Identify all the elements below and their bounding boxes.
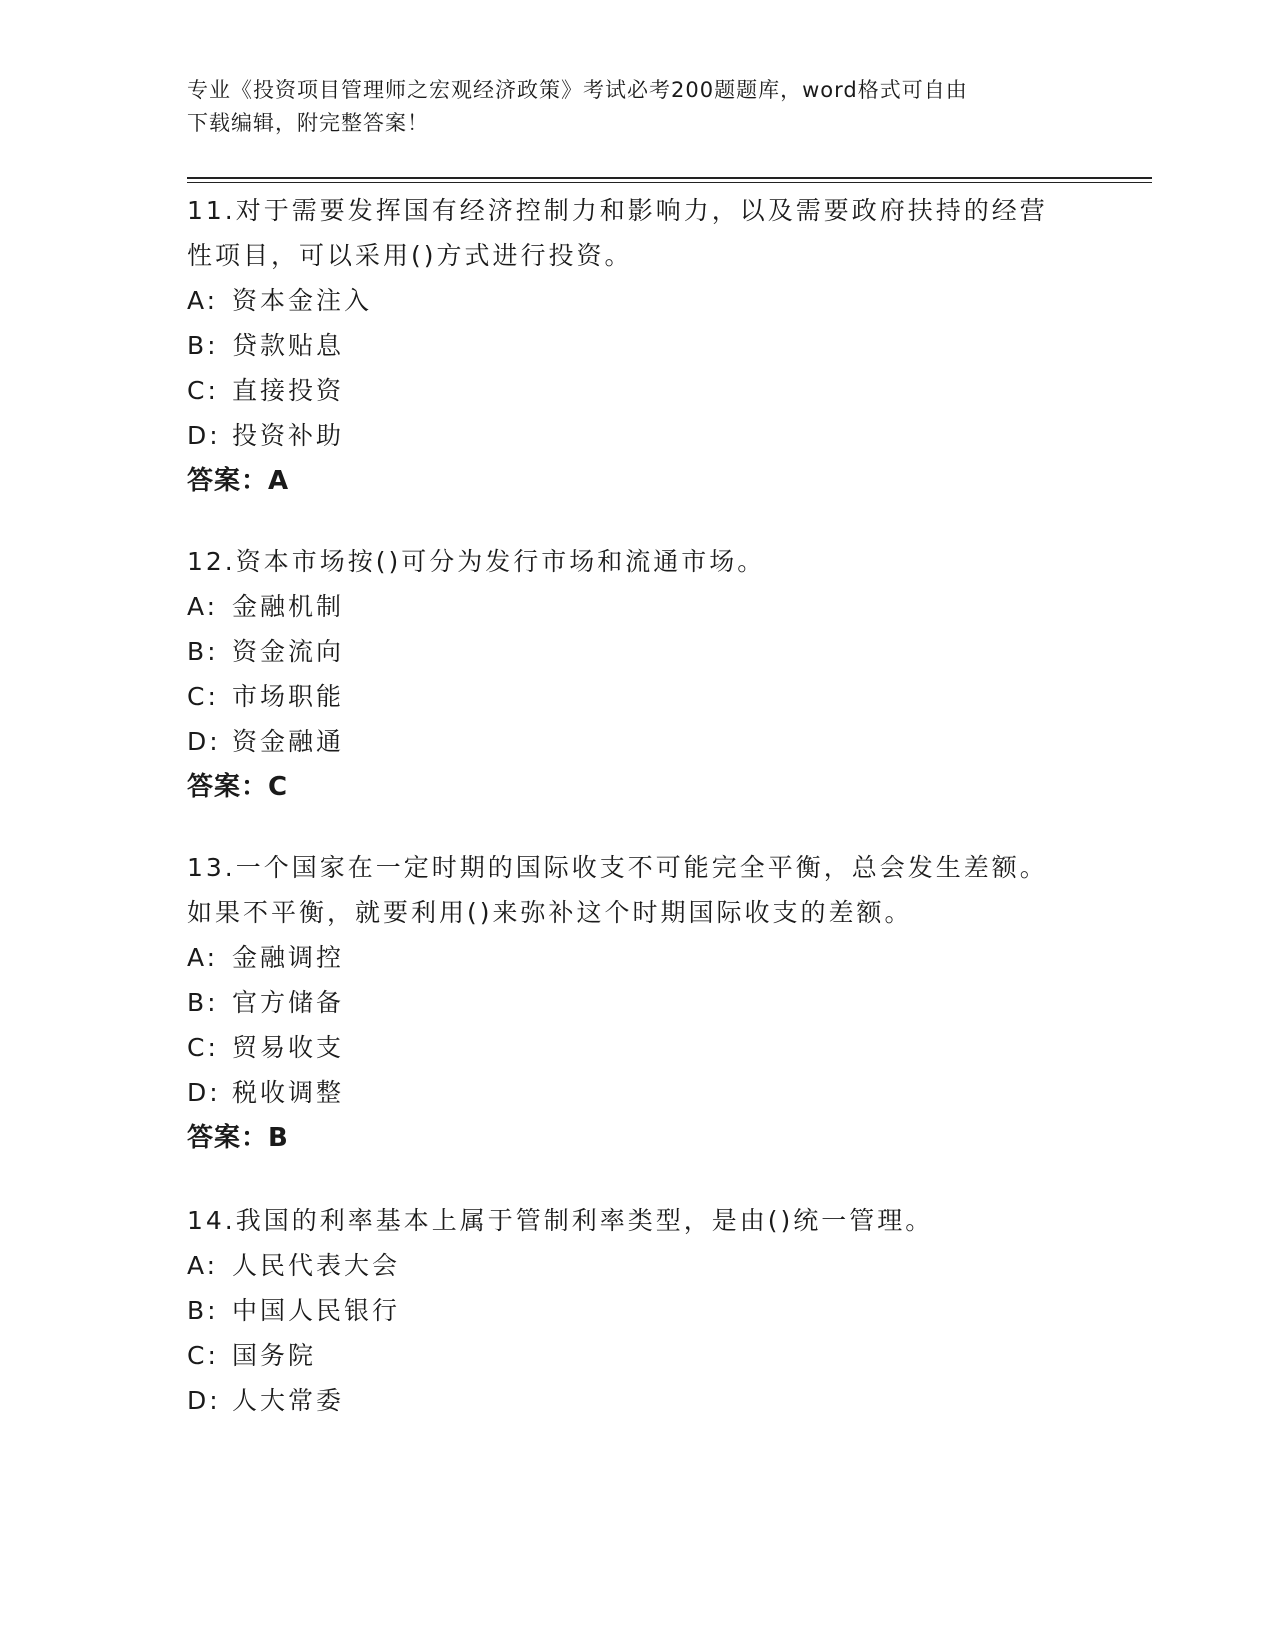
option-letter: A: [187,943,219,972]
option-letter: C: [187,682,219,711]
option-text: 资金融通 [232,727,345,756]
option-letter: A: [187,592,219,621]
option-d [187,1070,1087,1115]
option-letter: B: [187,331,219,360]
option-letter: B: [187,637,219,666]
header-line-2: 下载编辑，附完整答案！ [187,111,429,135]
option-letter: D: [187,421,221,450]
option-a [187,1243,1087,1288]
option-text: 人民代表大会 [232,1251,401,1280]
header-divider-thin [187,182,1152,183]
option-c [187,1025,1087,1070]
option-text: 人大常委 [232,1386,345,1415]
option-text: 资金流向 [232,637,345,666]
header-divider-thick [187,177,1152,179]
option-b [187,629,1087,674]
question-13 [187,845,1087,1161]
option-text: 市场职能 [232,682,345,711]
question-stem-line-1: 12.资本市场按()可分为发行市场和流通市场。 [187,547,766,576]
option-text: 资本金注入 [232,286,373,315]
option-text: 投资补助 [232,421,345,450]
option-b [187,980,1087,1025]
option-b [187,1288,1087,1333]
question-12 [187,539,1087,810]
option-text: 贸易收支 [232,1033,345,1062]
option-letter: C: [187,376,219,405]
question-stem-line-2: 性项目，可以采用()方式进行投资。 [187,241,633,270]
question-stem-line-2: 如果不平衡，就要利用()来弥补这个时期国际收支的差额。 [187,898,913,927]
option-a [187,584,1087,629]
option-c [187,674,1087,719]
option-d [187,1378,1087,1423]
option-text: 国务院 [232,1341,317,1370]
option-text: 贷款贴息 [232,331,345,360]
option-text: 税收调整 [232,1078,345,1107]
option-letter: D: [187,1386,221,1415]
option-letter: A: [187,1251,219,1280]
option-letter: A: [187,286,219,315]
question-11 [187,188,1087,504]
option-text: 官方储备 [232,988,345,1017]
option-letter: C: [187,1341,219,1370]
option-text: 直接投资 [232,376,345,405]
question-stem-line-1: 11.对于需要发挥国有经济控制力和影响力，以及需要政府扶持的经营 [187,196,1048,225]
answer: 答案：B [187,1123,289,1153]
option-letter: D: [187,1078,221,1107]
option-d [187,719,1087,764]
option-c [187,1333,1087,1378]
option-text: 金融调控 [232,943,345,972]
header-line-1: 专业《投资项目管理师之宏观经济政策》考试必考200题题库，word格式可自由 [187,78,968,102]
option-a [187,278,1087,323]
option-letter: B: [187,1296,219,1325]
option-text: 中国人民银行 [232,1296,401,1325]
option-letter: C: [187,1033,219,1062]
answer: 答案：A [187,466,290,496]
question-14 [187,1198,1087,1423]
document-header [187,74,1087,140]
option-text: 金融机制 [232,592,345,621]
answer: 答案：C [187,772,289,802]
option-d [187,413,1087,458]
question-stem-line-1: 14.我国的利率基本上属于管制利率类型，是由()统一管理。 [187,1206,934,1235]
option-b [187,323,1087,368]
option-c [187,368,1087,413]
option-letter: D: [187,727,221,756]
option-letter: B: [187,988,219,1017]
question-stem-line-1: 13.一个国家在一定时期的国际收支不可能完全平衡，总会发生差额。 [187,853,1048,882]
option-a [187,935,1087,980]
